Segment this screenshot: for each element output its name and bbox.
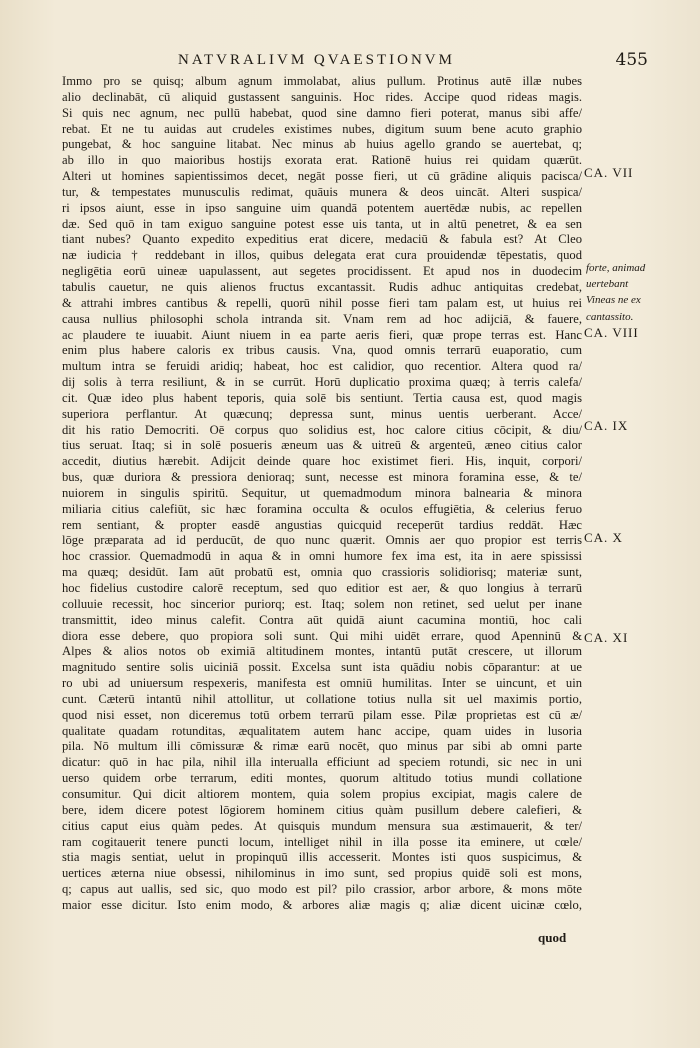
main-text-block [62,74,582,914]
text-line: uerso quidem orbe terrarum, editi montes, quorum altitudo totius mundi collatione [62,771,582,786]
running-title: NATVRALIVM QVAESTIONVM [178,52,455,68]
text-line: ri ipsos aiunt, esse in ipso sanguine uim quandā potentem auertēdæ nubis, ac repellen [62,200,582,215]
text-line: tiant nubes? Quanto expedito expeditius erat dicere, medaciū & fabula est? At Cleo [62,232,582,247]
text-line: nuiorem in singulis spiritū. Sequitur, ut quemadmodum minora balnearia & minora [62,485,582,500]
text-line: dicatur: quō in hac pila, nihil illa interualla efficiunt ad speciem rotundi, sic nec in uni [62,755,582,770]
text-line: ma quæq; desidūt. Iam aūt probatū est, omnia quo crassioris solidiorisq; materiæ sunt, [62,565,582,580]
text-line: dæ. Sed quō in tam exiguo sanguine potest esse uis tanta, ut in altū penetret, & ea sen [62,216,582,231]
text-line: hoc fidelius custodire calorē receptum, sed quo editior est aer, & quo longius à terrarū [62,581,582,595]
text-line: citius caput eius quàm pedes. At quisquis mundum mensura sua æstimauerit, & ter/ [62,818,582,833]
chapter-heading-vii: CA. VII [584,165,634,180]
text-line: uertices æterna niue obsessi, nihilominus in imo sunt, sed propius quidē soli est mons, [62,866,582,881]
text-line: pila. Nō multum illi cōmissuræ & rimæ earū nocēt, quo minus par sibi ab omni parte [62,739,582,754]
text-line: tabulis cauetur, ne quis alienos fructus excantassit. Rudis adhuc antiquitas credebat, [62,279,582,294]
text-line: stia magis sentiat, uelut in propinquū illis accesserit. Montes isti quos suspicimus, & [62,850,582,865]
text-line: ram cogitauerit tenere puncti locum, intelliget nihil in illa posse ita eminere, ut cœle/ [62,834,582,849]
text-line: & attrahi imbres cantibus & repelli, quorū nihil posse fieri tam palam est, ut huius rei [62,295,582,310]
text-line: Alpes & alios notos ob eximiā altitudinem montes, intantū putāt crescere, ut illorum [62,644,582,659]
text-line: rem sentiant, & propter easdē angustias quicquid receperūt tardius reddāt. Hæc [62,517,582,532]
catchword: quod [538,930,567,945]
text-line: alio declinabāt, cū aliquid gustassent sanguinis. Hoc rides. Accipe quod rideas magis. [62,89,582,104]
text-line: dij solis à terra resiliunt, & in se currūt. Horū duplicatio proxima quæq; à terris calefa/ [62,375,582,390]
text-line: næ iudicia † reddebant in illos, quibus delegata erat cura prouidendæ tēpestatis, quod [62,248,582,263]
text-line: accedit, diutius hærebit. Adijcit deinde quare hoc existimet fieri. His, inquit, corpori/ [62,454,582,469]
chapter-heading-x: CA. X [584,530,623,545]
text-line: qualitate quadam rotunditas, æqualitatem autem hanc accipe, quam uides in lusoria [62,723,582,738]
running-head [60,50,648,72]
chapter-heading-viii: CA. VIII [584,325,639,340]
text-line: dit his ratio Democriti. Oē corpus quo solidius est, hoc calore citius cōcipit, & diu/ [62,422,582,437]
marginal-gloss: uertebant [586,278,629,290]
text-line: hoc crassior. Quemadmodū in aqua & in omni humore fex ima est, ita in aere spississi [62,549,582,564]
chapter-heading-xi: CA. XI [584,630,629,645]
text-line: ac plaudere te iuuabit. Aiunt niuem in ea parte aeris fieri, quæ prope terras est. Hanc [62,327,582,342]
text-line: causa nullius philosophi schola intranda sit. Vnam rem ad hoc adijciā, & fauere, [62,311,582,326]
text-line: transmittit, ideo minus calefit. Contra aūt quidā aiunt cacumina montiū, hoc cali [62,612,582,627]
chapter-heading-ix: CA. IX [584,418,629,433]
text-line: ro ubi ad uniuersum respexeris, manifesta est omniū humilitas. Inter se uincunt, et uin [62,676,582,691]
text-line: tius seruat. Itaq; si in solē posueris æneum uas & uitreū & argenteū, æneo citius calor [62,438,582,453]
text-line: multum intra se feruidi aridiq; habeat, hoc est calidior, quo recentior. Altera quod ra/ [62,359,582,374]
text-line: miliaria citius calefiūt, sic hæc foramina occulta & oculos effugiētia, & celerius feruo [62,501,582,516]
text-line: superiora perflantur. At quæcunq; depressa sunt, minus uentis uerberant. Acce/ [62,406,582,421]
text-line: ab illo in quo maioribus hostijs exorata erat. Rationē huius rei quidam quærūt. [62,153,582,168]
marginal-gloss: Vineas ne ex [586,294,641,306]
text-line: Immo pro se quisq; album agnum immolabat, alius pullum. Protinus autē illæ nubes [62,74,582,88]
text-line: enim plus habere caloris ex tribus causis. Vna, quod omnis terrarū euaporatio, cum [62,343,582,358]
text-line: Alteri ut homines sapientissimos decet, negāt posse fieri, ut cū grādine aliquis pacisca/ [62,169,582,184]
page-number: 455 [615,50,648,70]
text-line: lōge præparata ad id perducūt, de quo nunc quærit. Omnis aer quo propior est terris [62,533,582,548]
text-line: bus, quæ duriora & pressiora denioraq; sunt, necesse est minora foramina esse, & te/ [62,470,582,485]
text-line: colluuie recessit, hoc sincerior puriorq; est. Itaq; solem non retinet, sed uelut per inane [62,596,582,611]
text-line: quod nisi esset, non diceremus totū orbem terrarū pilam esse. Pilæ proprietas est cū æ/ [62,707,582,722]
text-line: cit. Quæ ideo plus habent teporis, quia solē bis sentiunt. Tertia causa est, quod magis [62,390,582,405]
text-line: q; capus aut uallis, sed sic, quo modo est pil? pilo crassior, arbor arbore, & mons mōte [62,882,582,897]
text-line: pungebat, & hoc sanguine litabat. Nec minus ab huius agello grando se auertebat, q; [62,137,582,152]
marginal-gloss: forte, animad [586,262,646,274]
text-line: bere, idem dicere potest lōgiorem hominem citius quàm pusillum debere calefieri, & [62,802,582,817]
marginal-gloss: cantassito. [586,311,634,323]
text-line: maior esse dicitur. Isto enim modo, & arbores aliæ magis q; aliæ dicent uicinæ cœlo, [62,897,582,912]
text-line: negligētia eorū uineæ uapulassent, aut segetes procidissent. Et apud nos in duodecim [62,264,582,279]
text-line: magnitudo sentire solis uiciniā possit. Excelsa sunt ista quādiu nobis cōparantur: at ue [62,660,582,675]
text-line: cunt. Cæterū intantū nihil attollitur, ut collatione totius nulla sit uel maximis portio, [62,691,582,706]
text-line: consumitur. Qui dicit altiorem montem, quia solem propius excipiat, magis calere de [62,786,582,801]
text-line: rebat. Et ne tu auidas aut crudeles existimes nubes, digitum suum bene acuto graphio [62,121,582,136]
text-line: tur, & tempestates munusculis redimat, quāuis munera & deos uincāt. Alteri suspica/ [62,184,582,199]
text-line: diora esse debere, quo propiora soli sunt. Qui mihi uidēt errare, quod Apenninū & [62,628,582,643]
text-line: Si quis nec agnum, nec pullū habebat, quod sine damno fieri poterat, manus sibi affe/ [62,105,582,120]
